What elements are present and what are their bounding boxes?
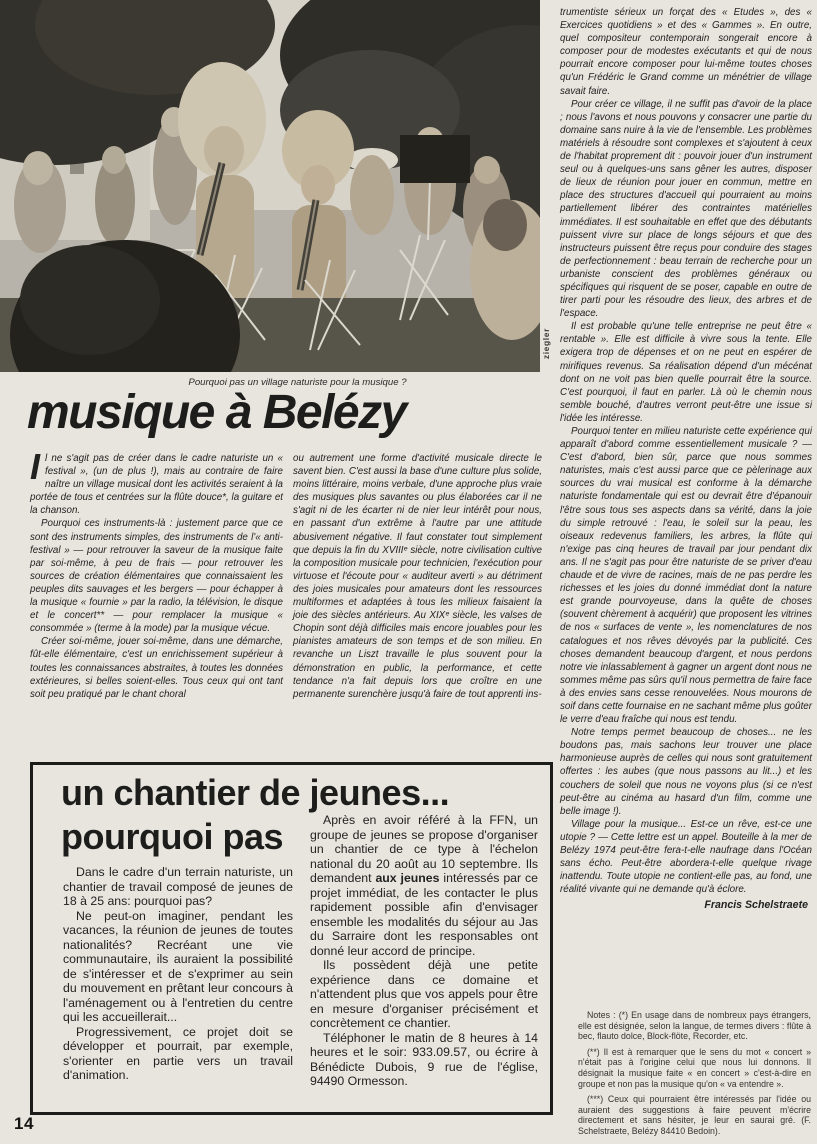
paragraph-text: Après en avoir référé à la FFN, un groupe de jeunes se propose d'organiser un chantier de ce type à l'échelon national du 20 août au 10 septembre. Ils demandent	[310, 813, 538, 885]
footnote: Notes : (*) En usage dans de nombreux pays étrangers, elle est désignée, selon la langue, de termes divers : flûte à bec, flauto dolce, Block-flöte, Recorder, etc.	[578, 1010, 811, 1042]
photo-caption: Pourquoi pas un village naturiste pour la musique ?	[188, 377, 407, 388]
box-title-line1: un chantier de jeunes...	[61, 772, 450, 813]
paragraph	[310, 813, 538, 958]
paragraph: Pourquoi tenter en milieu naturiste cette expérience qui apparaît d'abord comme essentiellement musicale ? — C'est d'abord, bien sûr, parce que nous sommes naturistes, mais c'est aussi parce que ce pèlerinage aux sources du vrai musical est conforme à la démarche naturiste fondamentale qui est ou devrait être d'épanouir l'être sous tous ses aspects dans sa vérité, dans la joie du simple retrouvé : l'eau, le soleil sur la peau, les oiseaux redevenus familiers, les arbres, la flûte qui n'exige pas cinq heures de travail par jour pendant dix ans. Il ne s'agit pas pour être naturiste de se priver d'eau chaude et de vivre de racines, mais de ne pas perdre les richesses et les joies du donné immédiat dont la nature est grande pourvoyeuse, dans la quête de choses (souvent chèrement à acquérir) que proposent les vitrines de nos « surfaces de vente », les nomenclatures de nos catalogues et nos rêves dévoyés par la publicité. Ces choses demandent beaucoup d'argent, et nous perdons notre vie inlassablement à gagner un argent dont nous ne sommes même pas sûrs qu'il nous permettra de faire face à des envies sans cesse renouvelées. Nous mourons de soif dans cette fournaise en ne sachant même plus goûter le verre d'eau fraîche qui nous est tendu.	[560, 426, 812, 726]
article-title: musique à Belézy	[27, 386, 406, 439]
paragraph: Ils possèdent déjà une petite expérience dans ce domaine et n'attendent plus que vos appels pour être en mesure d'organiser précisément et concrètement ce chantier.	[310, 958, 538, 1030]
paragraph: Pourquoi ces instruments-là : justement parce que ce sont des instruments simples, des instruments de l'« anti-festival » — pour retrouver la saveur de la musique faite par soi-même, à peu de frais — pour retrouver les sources de création élémentaires que connaissaient les peuples dits sauvages et les bergers — pour échapper à la musique « fournie » par la radio, la télévision, le disque et le concert** — pour remplacer la musique « consommée » (terme à la mode) par la musique vécue.	[30, 518, 283, 635]
paragraph: Progressivement, ce projet doit se développer et pourrait, par exemple, s'orienter en partie vers un travail d'animation.	[63, 1024, 293, 1082]
author-signature: Francis Schelstraete	[704, 899, 808, 912]
paragraph: ou autrement une forme d'activité musicale directe le savent bien. C'est aussi la base d'une culture plus solide, moins littéraire, moins verbale, d'une approche plus vraie des musiques plus savantes ou plus élaborées car il ne s'agit ni de les écarter ni de nier leur intérêt pour nous, en passant d'un extrême à l'autre par une attitude abusivement négative. Il faut constater tout simplement que depuis la fin du XVIIIᵉ siècle, notre civilisation cultive la composition musicale pour technicien, l'exécution pour virtuose et l'écoute pour « auditeur averti » au détriment des joies musicales pour amateurs dont les ressources multiformes et adaptées à tous les milieux faisaient la joie des siècles antérieurs. Au XIXᵉ siècle, les valses de Chopin sont déjà difficiles mais encore jouables pour les pianistes amateurs de son temps et de son milieu. En revanche un Liszt travaille le plus souvent pour la démonstration en public, la performance, et cette tendance n'a fait depuis lors que croître en une permanente surenchère jusqu'à faire de tout apprenti ins-	[293, 453, 542, 700]
box-title-line2: pourquoi pas	[61, 816, 283, 857]
article-column-3	[560, 6, 812, 912]
footnote: (**) Il est à remarquer que le sens du mot « concert » n'était pas à l'origine celui que nous lui donnons. Il désignait la musique faite « en concert » c'est-à-dire en groupe et non pas la musique qu'on « va entendre ».	[578, 1046, 811, 1089]
paragraph: Village pour la musique... Est-ce un rêve, est-ce une utopie ? — Cette lettre est un appel. Bouteille à la mer de Belézy 1974 peut-être fera-t-elle naufrage dans l'Océan sans écho. Peut-être abordera-t-elle quelque rivage inattendu. Toute utopie ne contient-elle pas, au fond, une réalité vivante qui ne demande qu'à éclore.	[560, 818, 812, 896]
article-column-2	[293, 452, 542, 701]
paragraph: Pour créer ce village, il ne suffit pas d'avoir de la place ; nous l'avons et nous pouvons y consacrer une partie du domaine sans nuire à la vie de l'ensemble. Les problèmes matériels à résoudre sont complexes et s'ajoutent à ceux de l'habitat proprement dit : pouvoir jouer d'un instrument seul ou à quelques-uns sans gêner les autres, disposer de lieux de réunion pour jouer en commun, mettre en place des structures d'accueil qui pourraient au moins partiellement libérer des contraintes matérielles immédiates. Il est souhaitable en effet que des débutants puissent vivre sur place de longs séjours et que des instructeurs puissent être reçus pour conduire des stages de perfectionnement : beau terrain de recherche pour un urbaniste conscient des problèmes généraux ou spécifiques qui risquent de se poser, capable en outre de tirer parti pour les résoudre des lieux, des arbres et de l'espace.	[560, 98, 812, 320]
article-column-1	[30, 446, 283, 701]
paragraph: Il est probable qu'une telle entreprise ne peut être « rentable ». Elle est difficile à vivre sous la tente. Elle exigera trop de dépenses et on ne peut en espérer de mirifiques revenus. Sa réalisation dépend d'un mécénat dont on ne voit pas bien quelle pourrait être la source. C'est pourquoi, il faut en parler. Là où le chemin nous semble bouché, d'autres verront peut-être une issue si l'idée les intéresse.	[560, 321, 812, 424]
footnotes	[578, 1010, 811, 1142]
paragraph: Dans le cadre d'un terrain naturiste, un chantier de travail composé de jeunes de 18 à 25 ans: pourquoi pas?	[63, 865, 293, 908]
paragraph	[30, 446, 283, 517]
paragraph: Notre temps permet beaucoup de choses... ne les boudons pas, mais sachons leur trouver une place harmonieuse auprès de celles qui nous sont gratuitement offertes : les aubes (que nous passons au lit...) et les couchers de soleil que nous ne voyons plus (si ce n'est peut-être au cinéma au hasard d'un film, comme une belle image !).	[560, 727, 812, 817]
bold-phrase: aux jeunes	[375, 871, 440, 885]
paragraph: Ne peut-on imaginer, pendant les vacances, la réunion de jeunes de toutes nationalités? Recréant une vie communautaire, ils auraient la possibilité de s'intéresser et de s'exprimer au sein du mouvement en prêtant leur concours à l'aménagement ou à l'entretien du centre qui les accueillerait...	[63, 908, 293, 1024]
paragraph-text: intéressés par ce projet immédiat, de les contacter le plus rapidement possible afin d'envisager ensemble les modalités du séjour au Jas du Sarraire dont les responsables ont donné leur accord de principe.	[310, 871, 538, 958]
naturist-camp-photo	[0, 0, 540, 372]
paragraph: trumentiste sérieux un forçat des « Etudes », des « Exercices quotidiens » et des « Gammes ». En outre, quel compositeur contemporain songerait encore à composer pour de modestes exécutants et qui de nous pourrait encore composer pour lui-même toutes choses qu'un Frédéric le Grand comme un ménétrier de village savait faire.	[560, 7, 812, 97]
paragraph-text: l ne s'agit pas de créer dans le cadre naturiste un « festival », (un de plus !), mais au contraire de faire naître un village musical dont les activités seraient à la portée de tous et centrées sur la flûte douce*, la guitare et la chanson.	[30, 453, 283, 517]
paragraph: Téléphoner le matin de 8 heures à 14 heures et le soir: 933.09.57, ou écrire à Bénédicte Dubois, 9 rue de l'église, 94490 Ormesson.	[310, 1030, 538, 1088]
box-column-left	[63, 865, 293, 1083]
box-column-right	[310, 813, 538, 1089]
drop-cap: I	[30, 446, 41, 487]
chantier-box	[30, 762, 553, 1115]
page-number: 14	[14, 1114, 34, 1133]
photo-illustration	[0, 0, 540, 372]
footnote: (***) Ceux qui pourraient être intéressés par l'idée ou auraient des suggestions à faire peuvent m'écrire directement et sans hésiter, je leur en saurai gré. (F. Schelstraete, Belézy 84410 Bedoin).	[578, 1094, 811, 1136]
paragraph: Créer soi-même, jouer soi-même, dans une démarche, fût-elle élémentaire, c'est un enrichissement supérieur à toutes les connaissances abstraites, à toutes les données extérieures, si belles soient-elles. Tous ceux qui ont tant soit peu pratiqué par le chant choral	[30, 636, 283, 700]
photo-credit: ziegler	[541, 328, 551, 360]
